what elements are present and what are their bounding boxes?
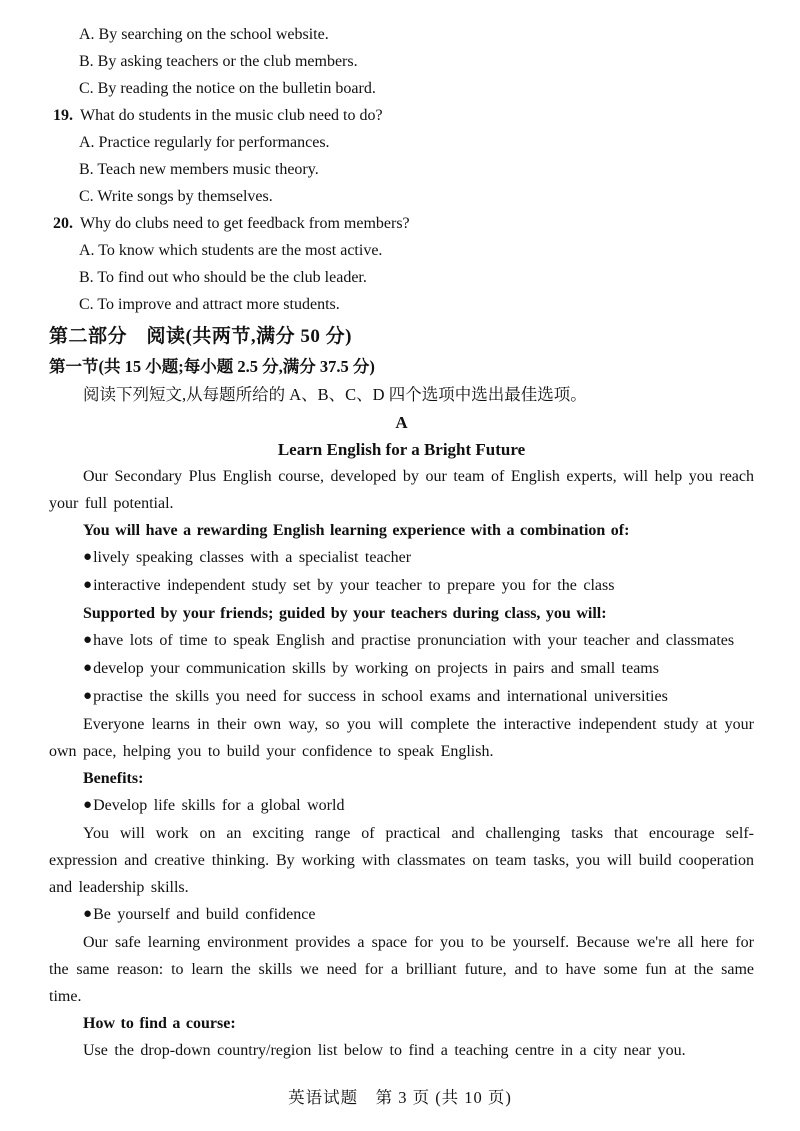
passage-block-text: practise the skills you need for success in school exams and international universities	[93, 688, 668, 705]
question-text: Why do clubs need to get feedback from members?	[80, 215, 410, 232]
question-text: What do students in the music club need to do?	[80, 107, 383, 124]
question-line	[49, 237, 754, 264]
passage-title: Learn English for a Bright Future	[277, 440, 526, 459]
passage-block	[49, 1037, 754, 1064]
question-text: C. Write songs by themselves.	[79, 188, 273, 205]
question-text: C. By reading the notice on the bulletin board.	[79, 80, 376, 97]
question-line	[49, 264, 754, 291]
bullet-icon: ●	[83, 577, 93, 593]
question-line	[49, 48, 754, 75]
passage-block-text: develop your communication skills by working on projects in pairs and small teams	[93, 660, 659, 677]
question-line	[49, 129, 754, 156]
passage-block-text: Benefits:	[83, 770, 144, 787]
passage-block-text: Our safe learning environment provides a space for you to be yourself. Because we're all here for the same reason: to learn the skills we need for a brilliant future, and to have some fun at the same time.	[49, 934, 754, 1005]
passage-block-text: How to find a course:	[83, 1015, 236, 1032]
passage-label: A	[395, 413, 408, 432]
page-footer: 英语试题 第 3 页 (共 10 页)	[288, 1088, 512, 1107]
passage-block-text: interactive independent study set by your teacher to prepare you for the class	[93, 577, 615, 594]
passage-block-text: You will have a rewarding English learning experience with a combination of:	[83, 522, 630, 539]
bullet-icon: ●	[83, 688, 93, 704]
question-text: B. Teach new members music theory.	[79, 161, 319, 178]
passage-block	[49, 655, 754, 683]
question-number: 19.	[53, 107, 73, 124]
passage-block	[49, 901, 754, 929]
passage-body	[49, 463, 754, 1064]
passage-block	[49, 683, 754, 711]
question-line	[49, 21, 754, 48]
listening-questions	[49, 21, 754, 318]
passage-block-text: Our Secondary Plus English course, developed by our team of English experts, will help you reach your full potential.	[49, 468, 754, 512]
passage-block	[49, 711, 754, 765]
passage-block	[49, 463, 754, 517]
bullet-icon: ●	[83, 797, 93, 813]
part2-heading: 第二部分 阅读(共两节,满分 50 分)	[49, 326, 352, 347]
passage-block	[49, 792, 754, 820]
question-line	[49, 210, 754, 237]
passage-block-text: Develop life skills for a global world	[93, 797, 345, 814]
passage-block-text: have lots of time to speak English and practise pronunciation with your teacher and classmates	[93, 632, 735, 649]
question-text: A. To know which students are the most active.	[79, 242, 383, 259]
question-text: A. By searching on the school website.	[79, 26, 329, 43]
passage-block	[49, 517, 754, 544]
question-text: B. By asking teachers or the club members.	[79, 53, 358, 70]
passage-block	[49, 1010, 754, 1037]
question-text: C. To improve and attract more students.	[79, 296, 340, 313]
passage-block	[49, 544, 754, 572]
passage-block	[49, 820, 754, 901]
passage-block	[49, 600, 754, 627]
passage-block-text: Everyone learns in their own way, so you will complete the interactive independent study at your own pace, helping you to build your confidence to speak English.	[49, 716, 754, 760]
question-text: B. To find out who should be the club leader.	[79, 269, 367, 286]
passage-block-text: lively speaking classes with a specialist teacher	[93, 549, 412, 566]
passage-block	[49, 627, 754, 655]
part2-instruction: 阅读下列短文,从每题所给的 A、B、C、D 四个选项中选出最佳选项。	[83, 385, 587, 404]
passage-block-text: Be yourself and build confidence	[93, 906, 316, 923]
part2-section-line: 第一节(共 15 小题;每小题 2.5 分,满分 37.5 分)	[49, 357, 375, 376]
passage-block-text: Supported by your friends; guided by your teachers during class, you will:	[83, 605, 607, 622]
question-line	[49, 75, 754, 102]
bullet-icon: ●	[83, 632, 93, 648]
question-line	[49, 291, 754, 318]
passage-block	[49, 572, 754, 600]
question-line	[49, 156, 754, 183]
question-line	[49, 102, 754, 129]
question-text: A. Practice regularly for performances.	[79, 134, 330, 151]
passage-block	[49, 765, 754, 792]
question-line	[49, 183, 754, 210]
bullet-icon: ●	[83, 660, 93, 676]
passage-block-text: You will work on an exciting range of practical and challenging tasks that encourage self-expression and creative thinking. By working with classmates on team tasks, you will build cooperation and leadership skills.	[49, 825, 754, 896]
bullet-icon: ●	[83, 549, 93, 565]
passage-block-text: Use the drop-down country/region list below to find a teaching centre in a city near you.	[83, 1042, 686, 1059]
bullet-icon: ●	[83, 906, 93, 922]
question-number: 20.	[53, 215, 73, 232]
passage-block	[49, 929, 754, 1010]
